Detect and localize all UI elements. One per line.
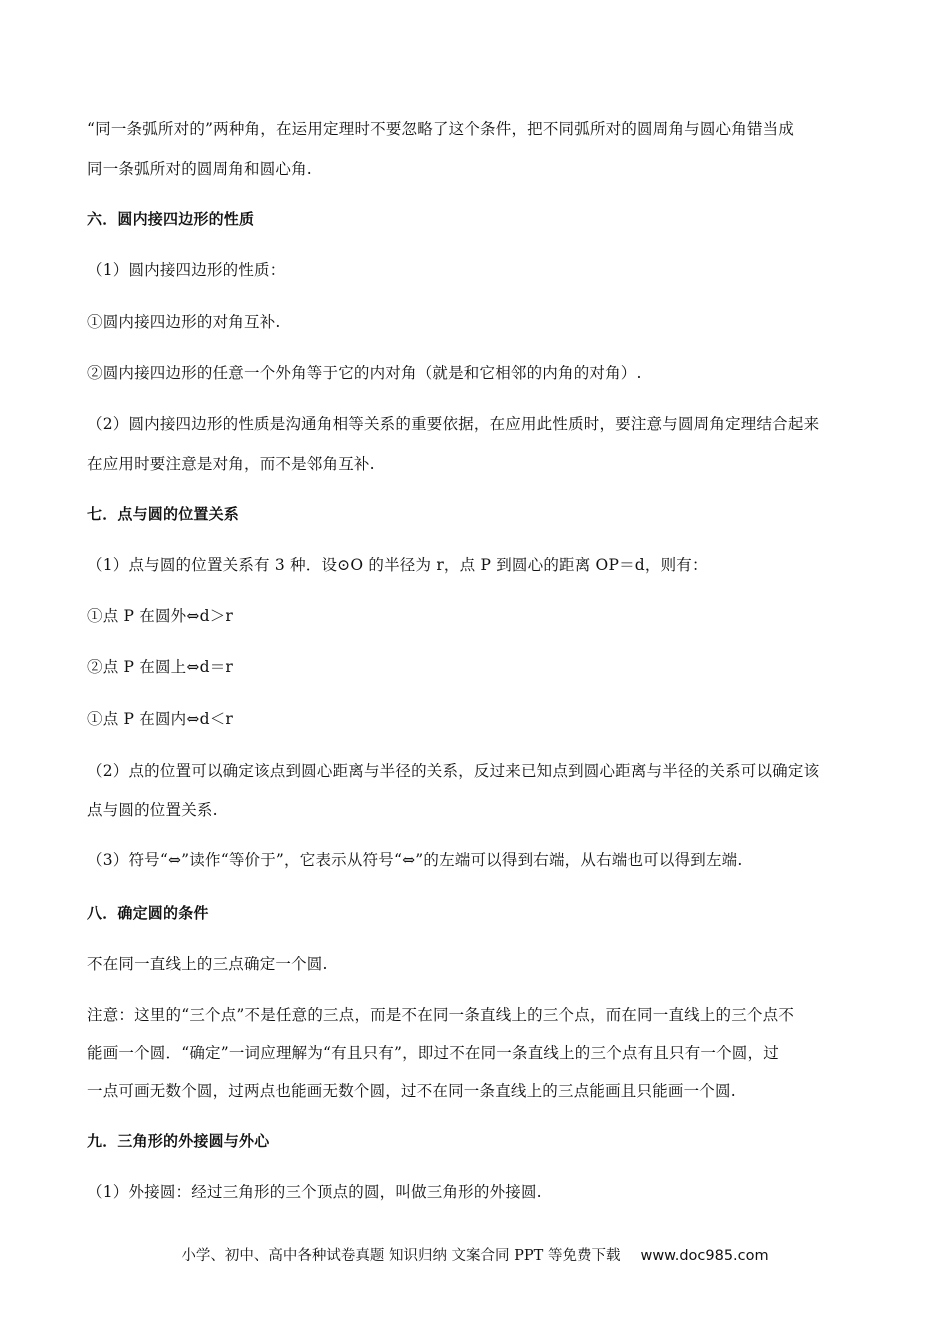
section-heading-9: 九．三角形的外接圆与外心	[87, 1132, 270, 1150]
paragraph-line: 点与圆的位置关系.	[87, 801, 218, 819]
paragraph-line: （2）点的位置可以确定该点到圆心距离与半径的关系，反过来已知点到圆心距离与半径的关系可以确定该	[87, 762, 820, 780]
paragraph-line: 在应用时要注意是对角，而不是邻角互补.	[87, 455, 375, 473]
section-heading-7: 七．点与圆的位置关系	[87, 505, 240, 523]
page-footer	[0, 1246, 950, 1266]
footer-text: 小学、初中、高中各种试卷真题 知识归纳 文案合同 PPT 等免费下载	[181, 1248, 621, 1264]
list-item: ②点 P 在圆上⇔d＝r	[87, 658, 234, 676]
list-item: ①点 P 在圆内⇔d＜r	[87, 710, 234, 728]
paragraph-line: “同一条弧所对的”两种角，在运用定理时不要忽略了这个条件，把不同弧所对的圆周角与圆心角错当成	[87, 120, 795, 138]
list-item: ①点 P 在圆外⇔d＞r	[87, 607, 234, 625]
list-item: ①圆内接四边形的对角互补.	[87, 313, 281, 331]
paragraph-line: （1）点与圆的位置关系有 3 种．设⊙O 的半径为 r，点 P 到圆心的距离 OP＝d，则有：	[87, 556, 708, 574]
paragraph-line: （3）符号“⇔”读作“等价于”，它表示从符号“⇔”的左端可以得到右端，从右端也可以得到左端.	[87, 851, 743, 869]
paragraph-line: 不在同一直线上的三点确定一个圆.	[87, 955, 328, 973]
footer-url[interactable]: www.doc985.com	[640, 1248, 769, 1264]
paragraph-line: （2）圆内接四边形的性质是沟通角相等关系的重要依据，在应用此性质时，要注意与圆周角定理结合起来	[87, 415, 820, 433]
paragraph-line: 一点可画无数个圆，过两点也能画无数个圆，过不在同一条直线上的三点能画且只能画一个圆.	[87, 1082, 736, 1100]
paragraph-line: （1）圆内接四边形的性质：	[87, 261, 286, 279]
paragraph-line: 注意：这里的“三个点”不是任意的三点，而是不在同一条直线上的三个点，而在同一直线上的三个点不	[87, 1006, 795, 1024]
paragraph-line: （1）外接圆：经过三角形的三个顶点的圆，叫做三角形的外接圆.	[87, 1183, 542, 1201]
section-heading-8: 八．确定圆的条件	[87, 904, 209, 922]
list-item: ②圆内接四边形的任意一个外角等于它的内对角（就是和它相邻的内角的对角）.	[87, 364, 642, 382]
section-heading-6: 六．圆内接四边形的性质	[87, 210, 255, 228]
paragraph-line: 能画一个圆．“确定”一词应理解为“有且只有”，即过不在同一条直线上的三个点有且只有一个圆，过	[87, 1044, 779, 1062]
paragraph-line: 同一条弧所对的圆周角和圆心角.	[87, 160, 312, 178]
